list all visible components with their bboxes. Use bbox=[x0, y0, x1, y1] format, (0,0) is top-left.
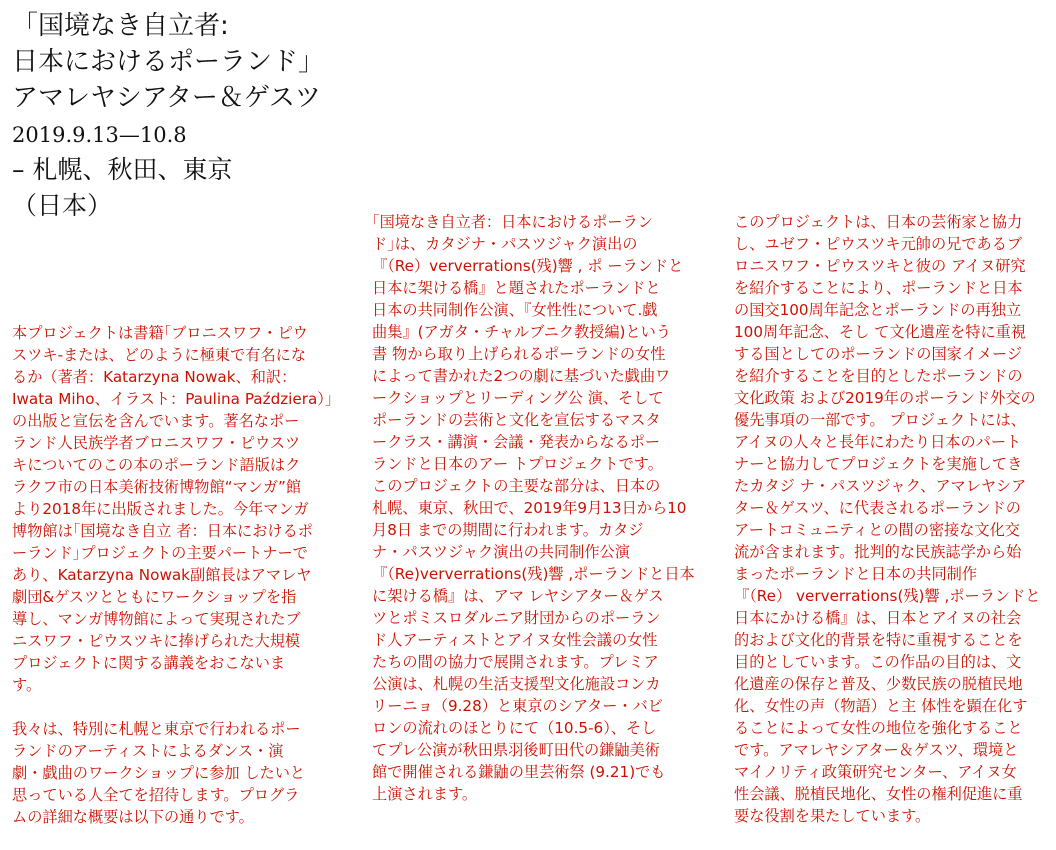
title-block bbox=[12, 8, 372, 224]
text-column-2 bbox=[372, 189, 702, 827]
event-places: – 札幌、秋田、東京 （日本） bbox=[12, 155, 233, 220]
column-1-paragraph-2: 我々は、特別に札幌と東京で行われるポー ランドのアーティストによるダンス・演 劇・戯曲のワークショップに参加 したいと 思っている人全てを招待します。プログラ ムの詳細な概要は以下の通りです。 bbox=[12, 720, 306, 826]
text-column-1 bbox=[12, 300, 342, 850]
column-2-paragraph: ｢国境なき自立者：日本におけるポーラン ド｣は、カタジナ・パスツジャク演出の 『（Re）ververrations(残)響 , ポ ーランドと 日本に架ける橋』と題されたポーランドと 日本の共同制作公演、『女性性について.戯 曲集』(アガタ・チャルブニク教授編)という 書 物から取り上げられるポーランドの女性 によって書かれた2つの劇に基づいた戯曲ワ ークショップとリーディング公 演、そして ポーランドの芸術と文化を宣伝するマスタ ークラス・講演・会議・発表からなるポー ランドと日本のアー トプロジェクトです。 このプロジェクトの主要な部分は、日本の 札幌、東京、秋田で、2019年9月13日から10 月8日 までの期間に行われます。カタジ ナ・パスツジャク演出の共同制作公演 『（Re)ververrations(残)響 ,ポーランドと日本 に架ける橋』は、アマ レヤシアター＆ゲス ツとポミスロダルニア財団からのポーラン ド人アーティストとアイヌ女性会議の女性 たちの間の協力で展開されます。プレミア 公演は、札幌の生活支援型文化施設コンカ リーニョ（9.28）と東京のシアター・バビ ロンの流れのほとりにて（10.5-6）、そし てプレ公演が秋田県羽後町田代の鎌鼬美術 館で開催される鎌鼬の里芸術祭 (9.21)でも 上演されます。 bbox=[372, 213, 695, 803]
column-3-paragraph: このプロジェクトは、日本の芸術家と協力 し、ユゼフ・ピウスツキ元帥の兄であるブ ロニスワフ・ピウスツキと彼の アイヌ研究 を紹介することにより、ポーランドと日本 の国交100周年記念とポーランドの再独立 100周年記念、そし て文化遺産を特に重視 する国としてのポーランドの国家イメージ を紹介することを目的としたポーランドの 文化政策 および2019年のポーランド外交の 優先事項の一部です。 プロジェクトには、 アイヌの人々と長年にわたり日本のパート ナーと協力してプロジェクトを実施してき たカタジ ナ・パスツジャク、アマレヤシア ター＆ゲスツ、に代表されるポーランドの アートコミュニティとの間の密接な文化交 流が含まれます。批判的な民族誌学から始 まったポーランドと日本の共同制作 『（Re） ververrations(残)響 ,ポーランドと 日本にかける橋』は、日本とアイヌの社会 的および文化的背景を特に重視することを 目的としています。この作品の目的は、文 化遺産の保存と普及、少数民族の脱植民地 化、女性の声（物語）と主 体性を顕在化す ることによって女性の地位を強化すること です。アマレヤシアター＆ゲスツ、環境と マイノリティ政策研究センター、アイヌ女 性会議、脱植民地化、女性の権利促進に重 要な役割を果たしています。 bbox=[734, 213, 1041, 825]
column-1-paragraph-1: 本プロジェクトは書籍｢ブロニスワフ・ピウ スツキ-または、どのように極東で有名にな るか（著者：Katarzyna Nowak、和訳： Iwata Miho、イラスト：Paulina Paździera）」 の出版と宣伝を含んでいます。著名なポー ランド人民族学者ブロニスワフ・ピウスツ キについてのこの本のポーランド語版はク ラクフ市の日本美術技術博物館“マンガ”館 より2018年に出版されました。今年マンガ 博物館は｢国境なき自立 者：日本におけるポ ーランド｣プロジェクトの主要パートナーで あり、Katarzyna Nowak副館長はアマレヤ 劇団&ゲスツとともにワークショップを指 導し、マンガ博物館によって実現されたブ ニスワフ・ピウスツキに捧げられた大規模 プロジェクトに関する講義をおこないま す。 bbox=[12, 324, 341, 694]
text-column-3 bbox=[734, 189, 1050, 849]
page-title: 「国境なき自立者: 日本におけるポーランド」 アマレヤシアター＆ゲスツ bbox=[12, 11, 325, 113]
event-dates: 2019.9.13—10.8 bbox=[12, 123, 187, 147]
